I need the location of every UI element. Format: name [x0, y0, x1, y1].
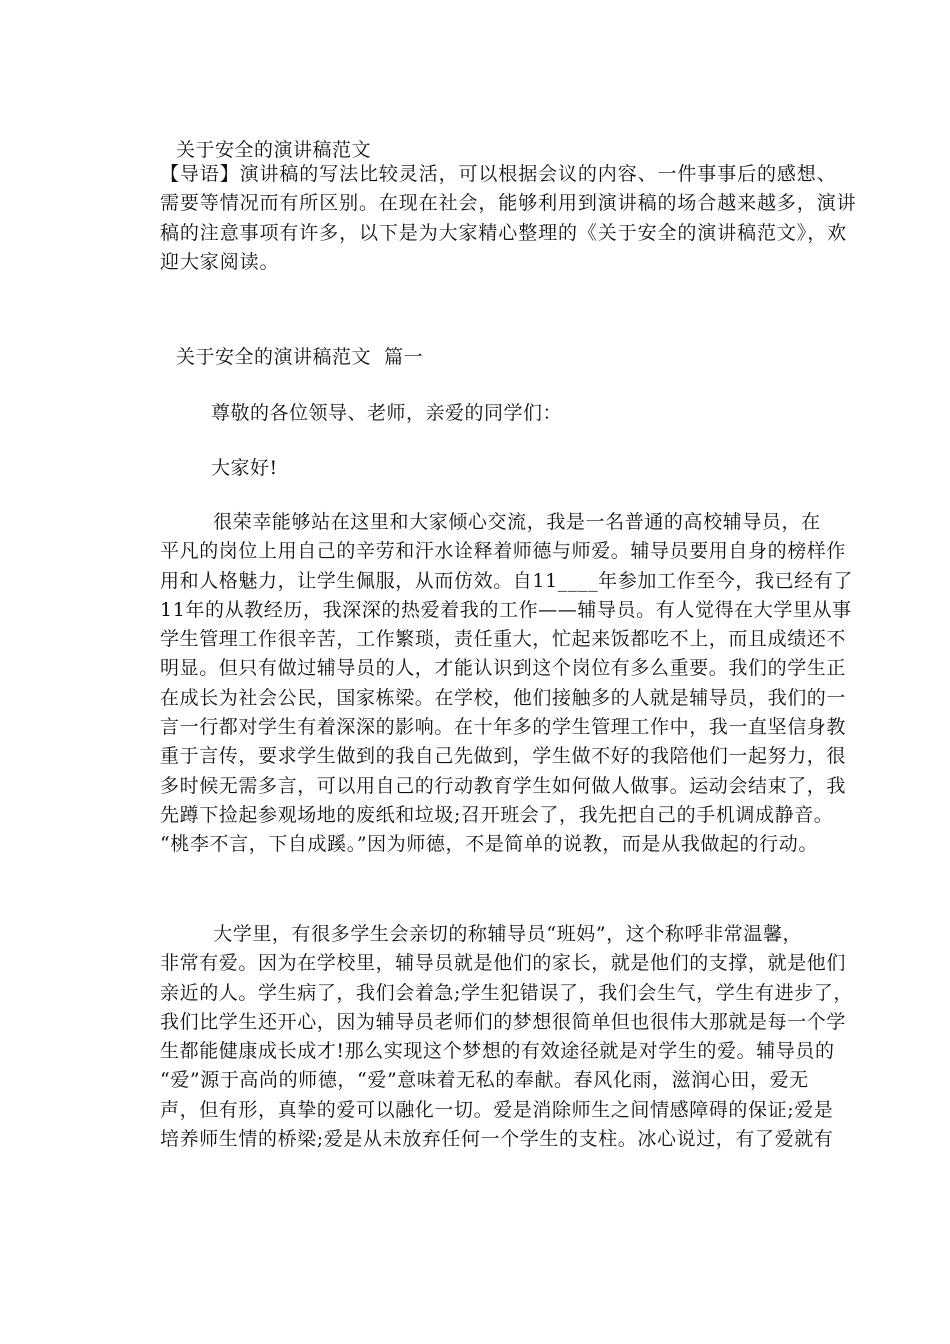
- paragraph-line: 声，但有形，真挚的爱可以融化一切。爱是消除师生之间情感障碍的保证;爱是: [160, 1098, 834, 1121]
- paragraph-line: 培养师生情的桥梁;爱是从未放弃任何一个学生的支柱。冰心说过，有了爱就有: [160, 1128, 834, 1151]
- paragraph-line: 重于言传，要求学生做到的我自己先做到，学生做不好的我陪他们一起努力，很: [160, 745, 847, 768]
- section-heading: 关于安全的演讲稿范文 篇一: [176, 346, 424, 368]
- body-paragraph-2: [160, 920, 854, 1154]
- paragraph-line: 先蹲下捡起参观场地的废纸和垃圾;召开班会了，我先把自己的手机调成静音。: [160, 803, 834, 826]
- paragraph-line: 非常有爱。因为在学校里，辅导员就是他们的家长，就是他们的支撑，就是他们: [160, 952, 847, 975]
- paragraph-line: 我们比学生还开心，因为辅导员老师们的梦想很简单但也很伟大那就是每一个学: [160, 1010, 847, 1033]
- paragraph-line: 学生管理工作很辛苦，工作繁琐，责任重大，忙起来饭都吃不上，而且成绩还不: [160, 628, 847, 651]
- body-paragraph-1: [160, 508, 853, 860]
- paragraph-line: 多时候无需多言，可以用自己的行动教育学生如何做人做事。运动会结束了，我: [160, 774, 847, 797]
- paragraph-line: 在成长为社会公民，国家栋梁。在学校，他们接触多的人就是辅导员，我们的一: [160, 686, 847, 709]
- document-title: 关于安全的演讲稿范文: [176, 139, 372, 161]
- greeting: 大家好!: [211, 457, 278, 479]
- paragraph-line: 11年的从教经历，我深深的热爱着我的工作——辅导员。有人觉得在大学里从事: [160, 598, 852, 621]
- salutation: 尊敬的各位领导、老师，亲爱的同学们：: [211, 402, 563, 424]
- paragraph-line: 亲近的人。学生病了，我们会着急;学生犯错误了，我们会生气，学生有进步了，: [160, 981, 854, 1004]
- intro-line: 迎大家阅读。: [160, 250, 280, 273]
- intro-line: 需要等情况而有所区别。在现在社会，能够利用到演讲稿的场合越来越多，演讲: [160, 192, 857, 215]
- paragraph-line: “桃李不言，下自成蹊。”因为师德，不是简单的说教，而是从我做起的行动。: [160, 833, 818, 856]
- paragraph-line: 明显。但只有做过辅导员的人，才能认识到这个岗位有多么重要。我们的学生正: [160, 657, 847, 680]
- paragraph-line: 平凡的岗位上用自己的辛劳和汗水诠释着师德与师爱。辅导员要用自身的榜样作: [160, 540, 847, 563]
- intro-paragraph: [160, 160, 857, 277]
- paragraph-line: 用和人格魅力，让学生佩服，从而仿效。自11____年参加工作至今，我已经有了: [160, 569, 853, 592]
- intro-line: 稿的注意事项有许多，以下是为大家精心整理的《关于安全的演讲稿范文》，欢: [160, 221, 848, 244]
- paragraph-line: 言一行都对学生有着深深的影响。在十年多的学生管理工作中，我一直坚信身教: [160, 716, 847, 739]
- paragraph-line: “爱”源于高尚的师德，“爱”意味着无私的奉献。春风化雨，滋润心田，爱无: [160, 1069, 809, 1092]
- paragraph-line: 生都能健康成长成才!那么实现这个梦想的有效途径就是对学生的爱。辅导员的: [160, 1040, 835, 1063]
- paragraph-line: 很荣幸能够站在这里和大家倾心交流，我是一名普通的高校辅导员，在: [160, 511, 821, 533]
- intro-line: 【导语】演讲稿的写法比较灵活，可以根据会议的内容、一件事事后的感想、: [160, 163, 837, 185]
- paragraph-line: 大学里，有很多学生会亲切的称辅导员“班妈”，这个称呼非常温馨，: [160, 923, 803, 945]
